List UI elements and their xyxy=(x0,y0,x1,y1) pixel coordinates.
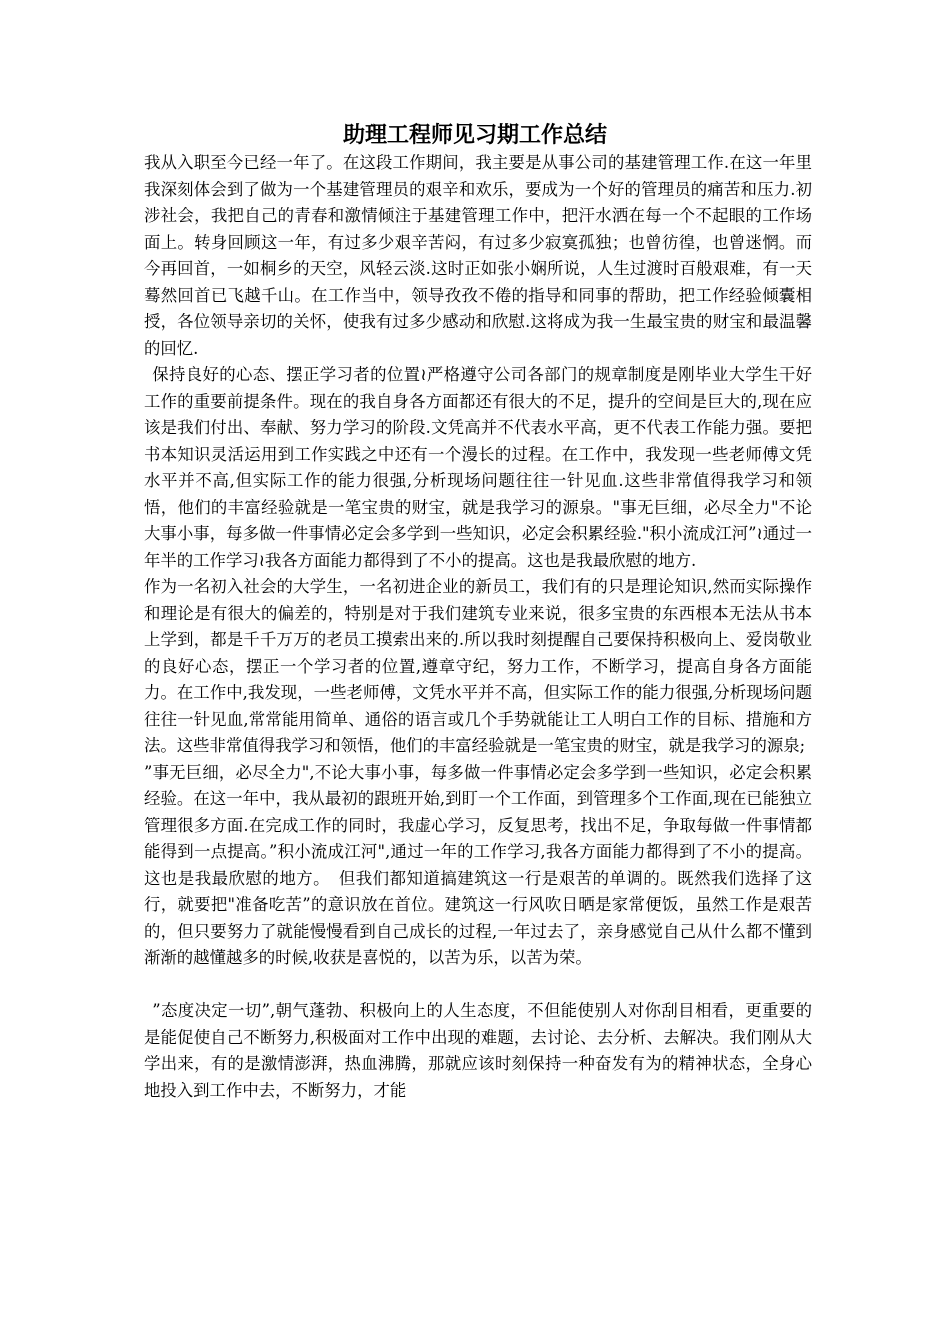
document-title: 助理工程师见习期工作总结 xyxy=(342,122,607,148)
paragraph-4: ”事无巨细，必尽全力",不论大事小事，每多做一件事情必定会多学到一些知识，必定会积累经验。在这一年中，我从最初的跟班开始,到盯一个工作面，到管理多个工作面,现在已能独立管理很多方面.在完成工作的同时，我虚心学习，反复思考，找出不足，争取每做一件事情都能得到一点提高。”积小流成江河",通过一年的工作学习,我各方面能力都得到了不小的提高。这也是我最欣慰的地方。 但我们都知道搞建筑这一行是艰苦的单调的。既然我们选择了这行，就要把"准备吃苦”的意识放在首位。建筑这一行风吹日晒是家常便饭，虽然工作是艰苦的，但只要努力了就能慢慢看到自己成长的过程,一年过去了，亲身感觉自己从什么都不懂到渐渐的越懂越多的时候,收获是喜悦的，以苦为乐，以苦为荣。 xyxy=(144,762,812,967)
paragraph-5: ”态度决定一切”,朝气蓬勃、积极向上的人生态度，不但能使别人对你刮目相看，更重要的是能促使自己不断努力,积极面对工作中出现的难题，去讨论、去分析、去解决。我们刚从大学出来，有的是激情澎湃，热血沸腾，那就应该时刻保持一种奋发有为的精神状态，全身心地投入到工作中去，不断努力，才能 xyxy=(144,1001,812,1100)
paragraph-3: 作为一名初入社会的大学生，一名初进企业的新员工，我们有的只是理论知识,然而实际操作和理论是有很大的偏差的，特别是对于我们建筑专业来说，很多宝贵的东西根本无法从书本上学到，都是千千万万的老员工摸索出来的.所以我时刻提醒自己要保持积极向上、爱岗敬业的良好心态，摆正一个学习者的位置,遵章守纪，努力工作，不断学习，提高自身各方面能力。在工作中,我发现，一些老师傅，文凭水平并不高，但实际工作的能力很强,分析现场问题往往一针见血,常常能用简单、通俗的语言或几个手势就能让工人明白工作的目标、措施和方法。这些非常值得我学习和领悟，他们的丰富经验就是一笔宝贵的财宝，就是我学习的源泉; xyxy=(144,577,812,755)
paragraph-2: 保持良好的心态、摆正学习者的位置≀严格遵守公司各部门的规章制度是刚毕业大学生干好工作的重要前提条件。现在的我自身各方面都还有很大的不足，提升的空间是巨大的,现在应该是我们付出、奉献、努力学习的阶段.文凭高并不代表水平高，更不代表工作能力强。要把书本知识灵活运用到工作实践之中还有一个漫长的过程。在工作中，我发现一些老师傅文凭水平并不高,但实际工作的能力很强,分析现场问题往往一针见血.这些非常值得我学习和领悟，他们的丰富经验就是一笔宝贵的财宝，就是我学习的源泉。"事无巨细，必尽全力"不论大事小事，每多做一件事情必定会多学到一些知识，必定会积累经验."积小流成江河”≀通过一年半的工作学习≀我各方面能力都得到了不小的提高。这也是我最欣慰的地方. xyxy=(144,365,812,570)
document-body xyxy=(144,150,812,1104)
paragraph-1: 我从入职至今已经一年了。在这段工作期间，我主要是从事公司的基建管理工作.在这一年里我深刻体会到了做为一个基建管理员的艰辛和欢乐，要成为一个好的管理员的痛苦和压力.初涉社会，我把自己的青春和激情倾注于基建管理工作中，把汗水洒在每一个不起眼的工作场面上。转身回顾这一年，有过多少艰辛苦闷，有过多少寂寞孤独；也曾彷徨，也曾迷惘。而今再回首，一如桐乡的天空，风轻云淡.这时正如张小娴所说，人生过渡时百般艰难，有一天蓦然回首已飞越千山。在工作当中，领导孜孜不倦的指导和同事的帮助，把工作经验倾囊相授，各位领导亲切的关怀，使我有过多少感动和欣慰.这将成为我一生最宝贵的财宝和最温馨的回忆. xyxy=(144,153,812,358)
